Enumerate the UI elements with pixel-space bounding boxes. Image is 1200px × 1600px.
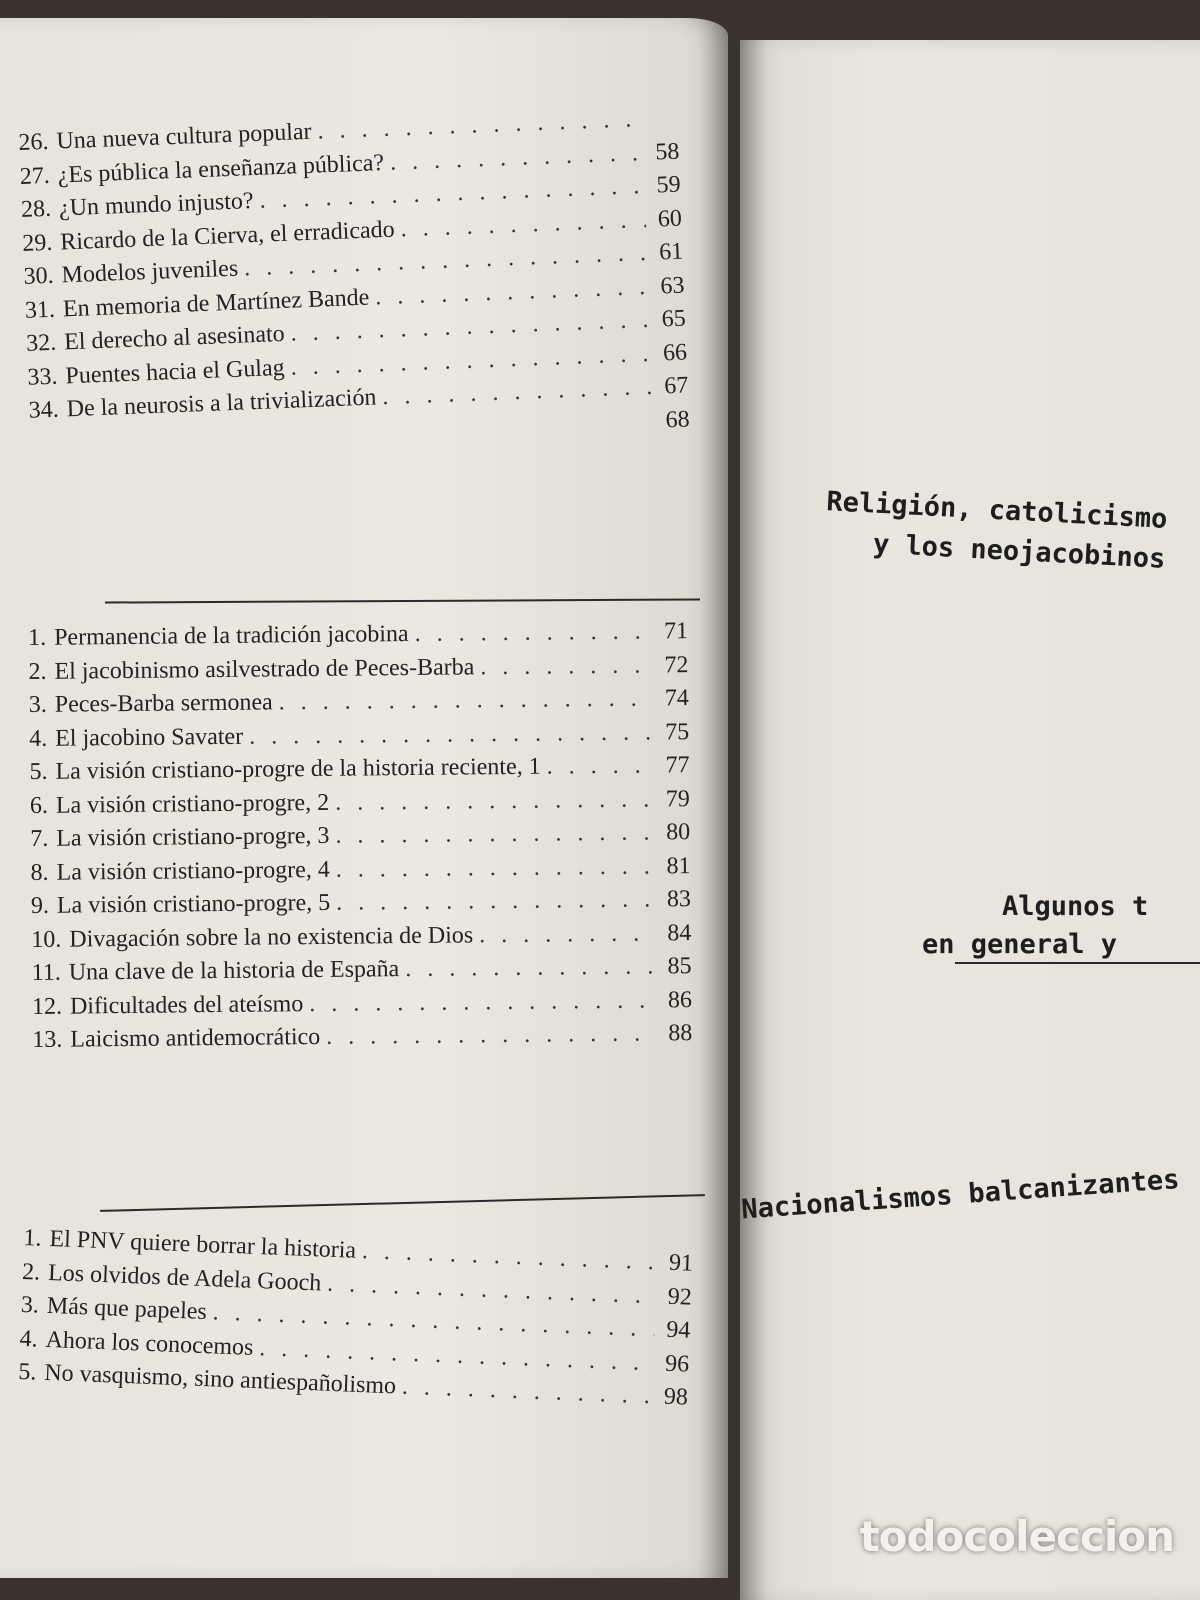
entry-page-number: 66 [657,339,688,367]
leader-dots [480,652,652,681]
entry-title: Modelos juveniles [61,256,239,290]
entry-title: La visión cristiano-progre, 2 [56,789,330,819]
entry-title: El PNV quiere borrar la historia [49,1226,357,1265]
entry-page-number: 88 [662,1020,692,1047]
entry-title: Una nueva cultura popular [56,119,312,156]
toc-list-religion [28,618,693,1060]
entry-title: Más que papeles [46,1293,207,1326]
entry-page-number: 83 [661,886,691,913]
entry-page-number: 92 [661,1283,692,1311]
entry-title: En memoria de Martínez Bande [62,284,369,323]
entry-title: Los olvidos de Adela Gooch [48,1259,322,1296]
toc-list-continued [18,105,690,465]
entry-number: 12. [32,993,62,1020]
entry-number: 8. [30,859,48,886]
heading-line-1: Algunos t [1002,891,1148,922]
entry-page-number: 86 [662,987,692,1014]
entry-number: 1. [23,1225,42,1253]
entry-number: 2. [28,658,46,685]
entry-page-number: 85 [661,953,691,980]
entry-title: La visión cristiano-progre, 5 [57,890,331,920]
entry-title: El jacobinismo asilvestrado de Peces-Barba [54,654,474,685]
entry-number: 1. [28,625,46,652]
entry-number: 9. [31,893,49,920]
entry-number: 2. [22,1258,41,1286]
entry-title: No vasquismo, sino antiespañolismo [44,1360,397,1400]
entry-page-number: 59 [650,172,681,200]
leader-dots [326,1020,656,1050]
leader-dots [335,786,654,816]
entry-number: 32. [26,330,57,358]
entry-number: 34. [28,397,59,425]
entry-page-number: 91 [662,1250,693,1278]
entry-number: 5. [18,1359,37,1387]
entry-page-number: 72 [658,652,688,679]
leader-dots [279,685,653,716]
entry-page-number: 96 [659,1350,690,1378]
heading-line-1: Nacionalismos balcanizantes [740,1164,1180,1226]
entry-number: 4. [19,1325,38,1353]
leader-dots [336,853,655,883]
entry-page-number: 74 [659,685,689,712]
entry-title: El jacobino Savater [55,723,243,752]
entry-title: Peces-Barba sermonea [55,689,273,718]
leader-dots [309,987,656,1018]
entry-number: 7. [30,826,48,853]
leader-dots [547,752,654,780]
entry-title: La visión cristiano-progre, 4 [56,856,330,886]
heading-line-1: Religión, catolicismo [825,486,1168,535]
leader-dots [414,618,652,647]
entry-title: Una clave de la historia de España [69,956,400,986]
entry-page-number: 79 [660,786,690,813]
leader-dots [249,719,653,750]
entry-number: 33. [27,363,58,391]
entry-title: Dificultades del ateísmo [70,991,304,1020]
entry-number: 26. [18,129,49,157]
leader-dots [335,819,654,849]
toc-list-nacionalismos [18,1225,694,1418]
entry-page-number: 60 [651,205,682,233]
entry-page-number: 94 [660,1317,691,1345]
entry-number: 31. [24,296,55,324]
entry-number: 11. [32,960,61,987]
entry-title: El derecho al asesinato [64,321,285,356]
entry-title: Laicismo antidemocrático [70,1024,320,1054]
leader-dots [479,920,655,949]
entry-page-number: 61 [653,239,684,267]
entry-title: Divagación sobre la no existencia de Dios [69,922,473,953]
entry-number: 5. [29,759,47,786]
entry-title: De la neurosis a la trivialización [66,384,377,423]
entry-page-number: 65 [655,306,686,334]
entry-page-number: 81 [660,853,690,880]
right-page-clip [740,0,1200,1593]
entry-number: 28. [21,196,52,224]
entry-page-number: 68 [659,406,690,434]
entry-title: ¿Un mundo injusto? [59,188,255,222]
watermark-logo: todocoleccion [860,1512,1174,1561]
entry-page-number: 75 [659,719,689,746]
entry-page-number [648,125,678,126]
entry-title: La visión cristiano-progre, 3 [56,823,330,853]
entry-number: 30. [23,263,54,291]
entry-number: 13. [32,1027,62,1054]
section-heading-algunos [1002,888,1148,964]
entry-title: Permanencia de la tradición jacobina [54,621,409,652]
entry-title: Puentes hacia el Gulag [65,354,285,389]
entry-page-number: 80 [660,819,690,846]
toc-entry [32,1020,692,1060]
entry-page-number: 77 [659,752,689,779]
entry-page-number: 58 [649,138,680,166]
entry-page-number: 67 [658,372,689,400]
entry-number: 3. [20,1292,39,1320]
entry-page-number: 63 [654,272,685,300]
entry-page-number: 98 [657,1383,688,1411]
entry-page-number: 71 [658,618,688,645]
entry-number: 29. [22,229,53,257]
entry-number: 4. [29,725,47,752]
entry-number: 3. [29,692,47,719]
leader-dots [336,886,655,916]
entry-title: La visión cristiano-progre de la historia reciente, 1 [55,754,540,786]
heading-line-2: y los neojacobinos [872,529,1166,575]
entry-title: Ahora los conocemos [45,1326,254,1361]
leader-dots [405,953,656,983]
entry-number: 6. [30,792,48,819]
entry-title: Ricardo de la Cierva, el erradicado [60,216,395,256]
entry-number: 27. [19,162,50,190]
entry-page-number: 84 [661,920,691,947]
entry-number: 10. [31,926,61,953]
heading-line-2: en general y [922,926,1148,964]
entry-title: ¿Es pública la enseñanza pública? [57,149,384,189]
heading-rule [955,962,1200,964]
